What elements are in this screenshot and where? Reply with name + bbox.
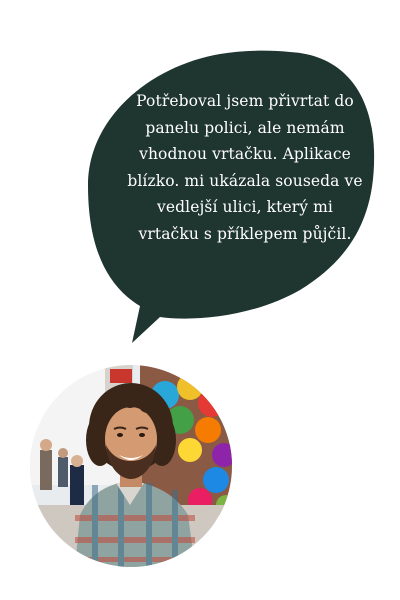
avatar: [30, 365, 232, 567]
avatar-photo: [30, 365, 232, 567]
testimonial-quote: Potřeboval jsem přivrtat do panelu polici, ale nemám vhodnou vrtačku. Aplikace blízko. mi ukázala souseda ve vedlejší ulici, který mi vrtačku s příklepem půjčil.: [127, 92, 363, 243]
